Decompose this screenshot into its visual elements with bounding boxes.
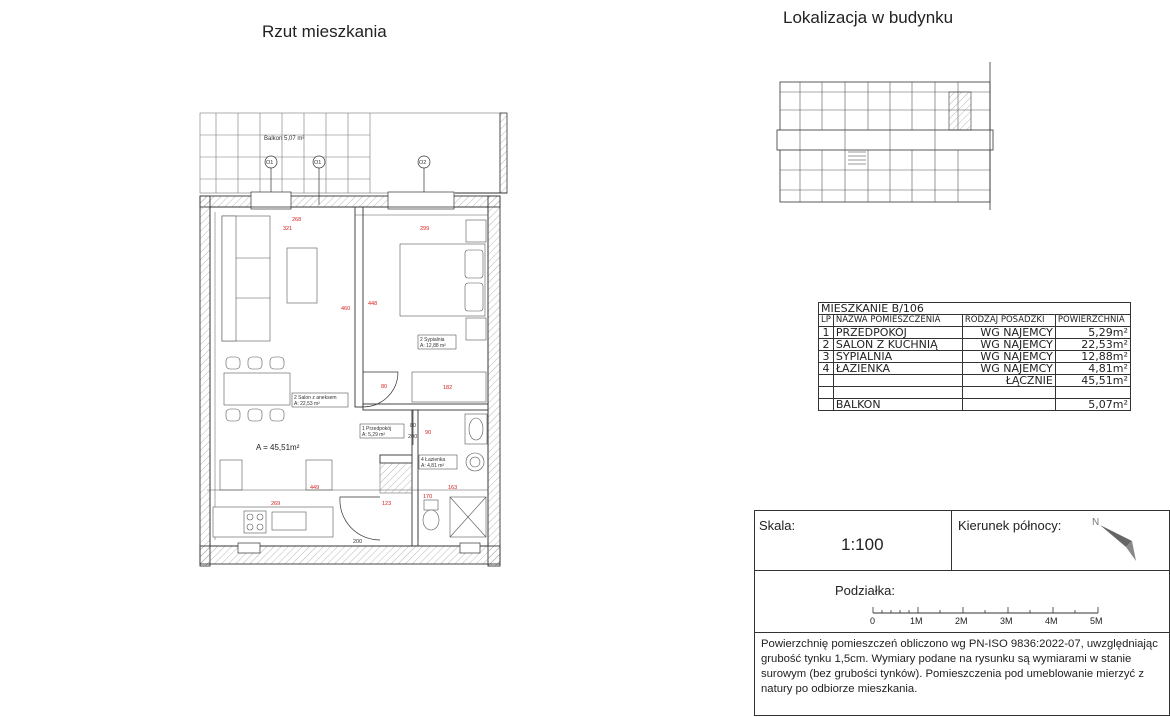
table-row-balcony [819, 399, 1131, 411]
dimension: 299 [420, 226, 430, 232]
table-header: LP [819, 315, 834, 327]
axis-label: O2 [419, 160, 427, 166]
tick-label: 4M [1045, 616, 1058, 626]
dimension: 269 [271, 501, 281, 507]
row-area: 22,53m² [1055, 339, 1130, 351]
room-tag-name: 4 Łazienka [421, 457, 446, 463]
dimension: 268 [292, 217, 302, 223]
scale-label: Skala: [759, 518, 796, 533]
room-tag-name: 2 Sypialnia [420, 337, 445, 343]
row-lp: 4 [819, 363, 834, 375]
apartment-highlight [949, 92, 971, 130]
plan-title: Rzut mieszkania [262, 22, 387, 41]
tick-label: 1M [910, 616, 923, 626]
table-title: MIESZKANIE B/106 [819, 303, 1131, 315]
balcony-value: 5,07m² [1055, 399, 1130, 411]
dimension: 170 [423, 494, 433, 500]
total-value: 45,51m² [1055, 375, 1130, 387]
dimension: 123 [382, 501, 392, 507]
row-name: SALON Z KUCHNIĄ [833, 339, 962, 351]
table-header: RODZAJ POSADZKI [962, 315, 1055, 327]
room-tag-area: A: 22,53 m² [294, 401, 320, 407]
axis-label: O1 [314, 160, 322, 166]
table-row [819, 351, 1131, 363]
north-label: Kierunek północy: [958, 518, 1062, 533]
dimension: 80 [410, 423, 417, 429]
dimension: 200 [353, 539, 363, 545]
rooms-table [818, 302, 1131, 411]
room-tag-name: 2 Salon z aneksem [294, 395, 337, 401]
balcony-label: BALKON [833, 399, 962, 411]
dimension: 321 [283, 226, 293, 232]
row-floor: WG NAJEMCY [962, 363, 1055, 375]
dimension: 449 [310, 485, 320, 491]
dimension: 182 [443, 385, 453, 391]
location-title: Lokalizacja w budynku [783, 8, 954, 27]
scalebar-label: Podziałka: [835, 583, 895, 598]
tick-label: 3M [1000, 616, 1013, 626]
row-lp: 3 [819, 351, 834, 363]
table-header: POWIERZCHNIA [1055, 315, 1130, 327]
scalebar [867, 603, 1127, 633]
row-name: ŁAZIENKA [833, 363, 962, 375]
room-tag-name: 1 Przedpokój [362, 426, 392, 432]
row-area: 12,88m² [1055, 351, 1130, 363]
row-floor: WG NAJEMCY [962, 351, 1055, 363]
balcony-label: Balkon 5,07 m² [264, 136, 305, 142]
dimension: 448 [368, 301, 378, 307]
row-name: SYPIALNIA [833, 351, 962, 363]
legend-note: Powierzchnię pomieszczeń obliczono wg PN-ISO 9836:2022-07, uwzględniając grubość tynku 1,5cm. Wymiary podane na rysunku są wymiarami w stanie surowym (bez grubości tynków). Pomieszczenia pod umeblowanie mierzyć z natury po odbiorze mieszkania. [761, 638, 1158, 695]
legend-box [754, 510, 1170, 716]
table-row-total [819, 375, 1131, 387]
axis-label: O1 [266, 160, 274, 166]
row-name: PRZEDPOKÓJ [833, 327, 962, 339]
dimension: 90 [425, 430, 432, 436]
dimension: 80 [381, 384, 388, 390]
dimension: 200 [408, 434, 418, 440]
tick-label: 0 [870, 616, 876, 626]
tick-label: 2M [955, 616, 968, 626]
dimension: 163 [448, 485, 458, 491]
scalebar-cell [755, 571, 1169, 633]
row-lp: 2 [819, 339, 834, 351]
tick-label: 5M [1090, 616, 1103, 626]
scale-cell [755, 511, 952, 571]
dimension: 460 [341, 306, 351, 312]
table-row [819, 363, 1131, 375]
row-lp: 1 [819, 327, 834, 339]
row-area: 5,29m² [1055, 327, 1130, 339]
row-floor: WG NAJEMCY [962, 327, 1055, 339]
room-tag-area: A: 12,88 m² [420, 343, 446, 349]
total-area-label: A = 45,51m² [256, 443, 300, 452]
room-tag-area: A: 5,29 m² [362, 432, 386, 438]
scale-value: 1:100 [841, 535, 884, 554]
north-arrow-icon [1092, 511, 1162, 571]
table-row [819, 339, 1131, 351]
table-row [819, 327, 1131, 339]
table-header: NAZWA POMIESZCZENIA [833, 315, 962, 327]
room-tag-area: A: 4,81 m² [421, 463, 445, 469]
row-floor: WG NAJEMCY [962, 339, 1055, 351]
north-cell [952, 511, 1169, 571]
row-area: 4,81m² [1055, 363, 1130, 375]
total-label: ŁĄCZNIE [962, 375, 1055, 387]
north-letter: N [1092, 517, 1100, 528]
